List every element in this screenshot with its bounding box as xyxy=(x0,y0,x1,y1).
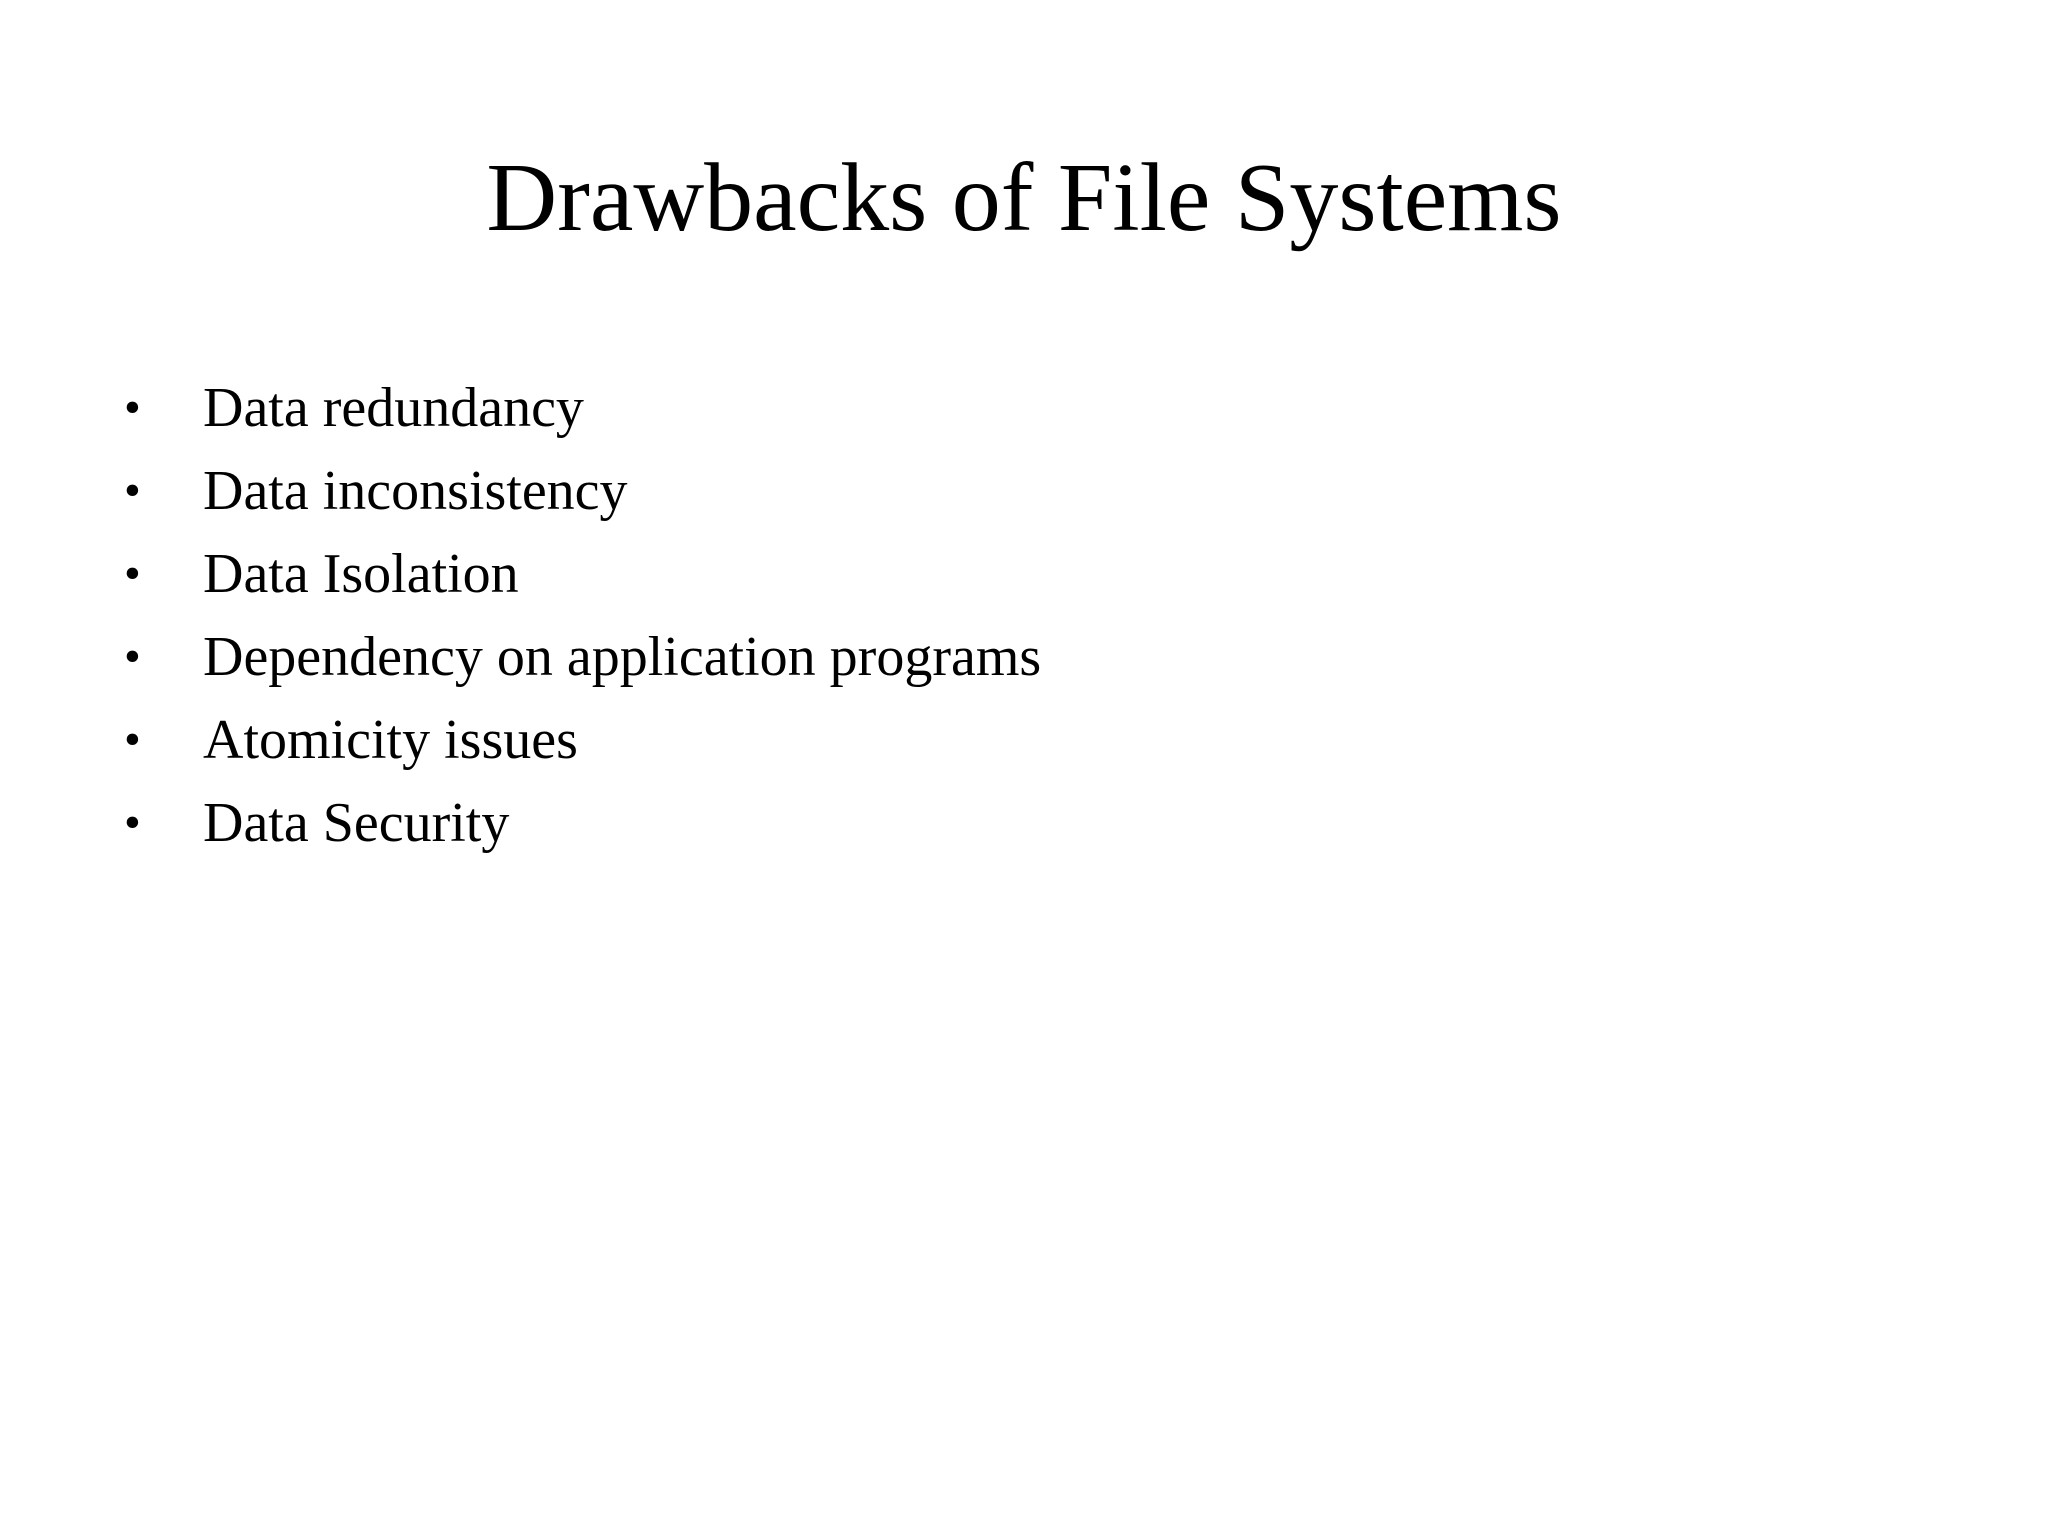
bullet-icon: • xyxy=(124,796,141,849)
bullet-text: Data Security xyxy=(203,792,510,854)
bullet-text: Atomicity issues xyxy=(203,709,578,771)
bullet-text: Data redundancy xyxy=(203,377,584,439)
bullet-icon: • xyxy=(124,713,141,766)
bullet-icon: • xyxy=(124,547,141,600)
slide-title: Drawbacks of File Systems xyxy=(486,144,1562,252)
bullet-icon: • xyxy=(124,630,141,683)
bullet-text: Data Isolation xyxy=(203,543,519,605)
bullet-icon: • xyxy=(124,381,141,434)
bullet-icon: • xyxy=(124,464,141,517)
bullet-text: Data inconsistency xyxy=(203,460,628,522)
bullet-text: Dependency on application programs xyxy=(203,626,1042,688)
